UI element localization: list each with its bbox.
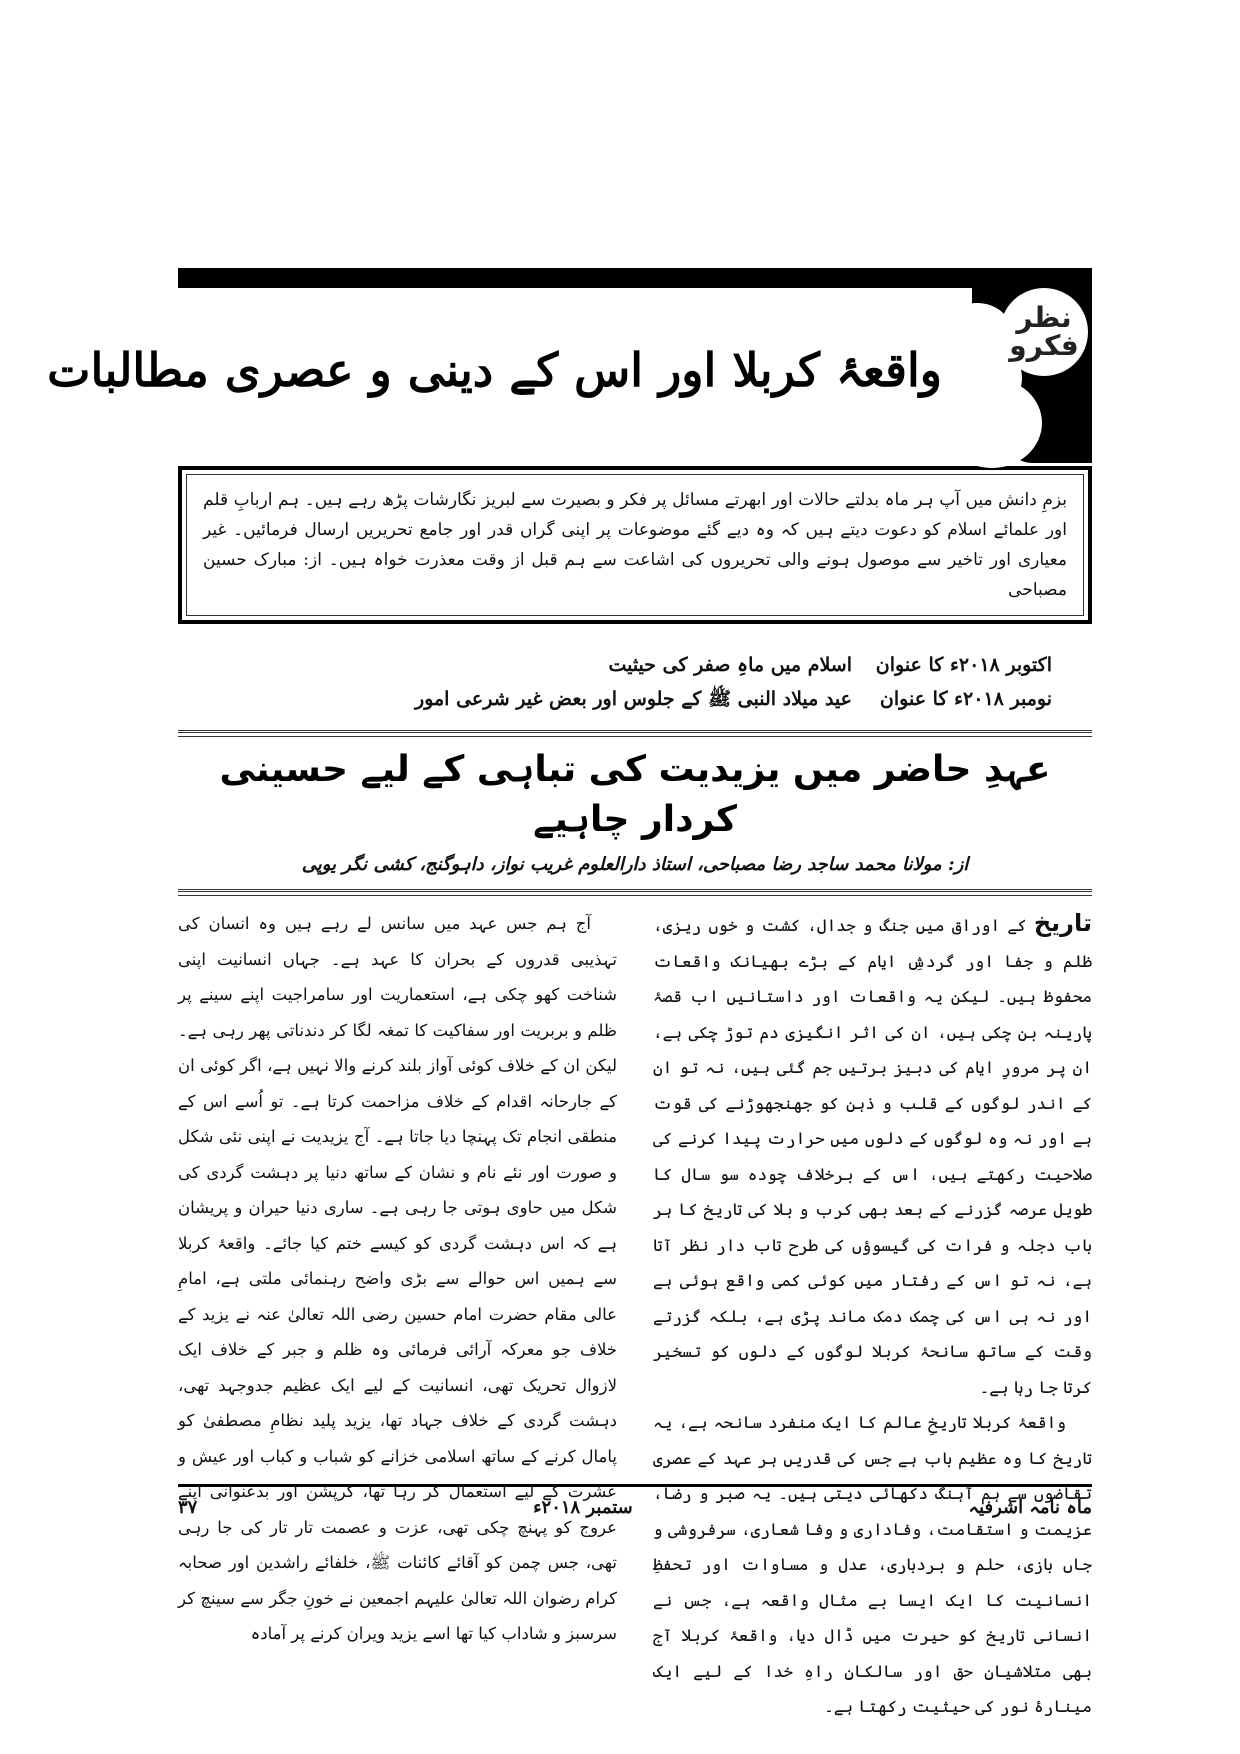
badge-line-1: نظر [1016, 301, 1072, 334]
paragraph-text: کے اوراق میں جنگ و جدال، کشت و خوں ریزی، ظلم و جفا اور گردشِ ایام کے بڑے بھیانک واقعات محفوظ ہیں۔ لیکن یہ واقعات اور داستانیں اب قصۂ پارینہ بن چکی ہیں، ان کی اثر انگیزی دم توڑ چکی ہے، ان پر مرورِ ایام کی دبیز برتیں جم گئی ہیں، نہ تو ان کے اندر لوگوں کے قلب و ذہن کو جھنجھوڑنے کی قوت ہے اور نہ وہ لوگوں کے دلوں میں حرارت پیدا کرنے کی صلاحیت رکھتے ہیں، اس کے برخلاف چودہ سو سال کا طویل عرصہ گزرنے کے بعد بھی کرب و بلا کی تاریخ کا ہر باب دجلہ و فرات کی گیسوؤں کی طرح تاب دار نظر آتا ہے، نہ تو اس کے رفتار میں کوئی کمی واقع ہوئی ہے اور نہ ہی اس کی چمک دمک ماند پڑی ہے، بلکہ گزرتے وقت کے ساتھ سانحۂ کربلا لوگوں کے دلوں کو تسخیر کرتا جا رہا ہے۔ [653, 916, 1092, 1397]
header-banner [47, 268, 1092, 468]
divider [178, 889, 1092, 896]
topic-label: اکتوبر ۲۰۱۸ء کا عنوان [875, 654, 1052, 676]
page-number: ۳۷ [178, 1497, 198, 1518]
topic-row-november [178, 682, 1052, 716]
magazine-name: ماہ نامہ اشرفیہ [968, 1497, 1092, 1518]
page-footer [178, 1484, 1092, 1518]
intro-box [178, 466, 1092, 624]
lead-word: تاریخ [1033, 909, 1092, 937]
cloud-shape [942, 378, 1042, 468]
paragraph [653, 906, 1092, 1405]
badge-line-2: فکرو [1009, 329, 1079, 362]
topic-value: اسلام میں ماہِ صفر کی حیثیت [608, 654, 852, 676]
left-column [178, 906, 617, 1725]
upcoming-topics [178, 648, 1092, 716]
fikr-o-nazar-badge-icon [1000, 288, 1088, 376]
topic-value: عید میلاد النبی ﷺ کے جلوس اور بعض غیر شرعی امور [415, 688, 852, 710]
right-column [653, 906, 1092, 1725]
article-byline: از: مولانا محمد ساجد رضا مصباحی، استاذ دارالعلوم غریب نواز، داہوگنج، کشی نگر یوپی [301, 854, 969, 875]
article-body [178, 906, 1092, 1725]
paragraph: آج ہم جس عہد میں سانس لے رہے ہیں وہ انسان کی تہذیبی قدروں کے بحران کا عہد ہے۔ جہاں انسانیت اپنی شناخت کھو چکی ہے، استعماریت اور سامراجیت اپنے سینے پر ظلم و بربریت اور سفاکیت کا تمغہ لگا کر دندناتی پھر رہی ہے۔ لیکن ان کے خلاف کوئی آواز بلند کرنے والا نہیں ہے، اگر کوئی ان کے جارحانہ اقدام کے خلاف مزاحمت کرتا ہے۔ تو اُسے اس کے منطقی انجام تک پہنچا دیا جاتا ہے۔ آج یزیدیت نے اپنی نئی شکل و صورت اور نئے نام و نشان کے ساتھ دنیا پر دہشت گردی کی شکل میں حاوی ہوتی جا رہی ہے۔ ساری دنیا حیران و پریشان ہے کہ اس دہشت گردی کو کیسے ختم کیا جائے۔ واقعۂ کربلا سے ہمیں اس حوالے سے بڑی واضح رہنمائی ملتی ہے، امامِ عالی مقام حضرت امام حسین رضی اللہ تعالیٰ عنہ نے یزید کے خلاف جو معرکہ آرائی فرمائی وہ ظلم و جبر کے خلاف ایک لازوال تحریک تھی، انسانیت کے لیے ایک عظیم جدوجہد تھی، دہشت گردی کے خلاف جہاد تھا، یزید پلید نظامِ مصطفیٰ کو پامال کرنے کے ساتھ اسلامی خزانے کو شباب و کباب اور عیش و عشرت کے لیے استعمال کر رہا تھا، کرپشن اور بدعنوانی اپنے عروج کو پہنچ چکی تھی، عزت و عصمت تار تار کی جا رہی تھی، جس چمن کو آقائے کائنات ﷺ، خلفائے راشدین اور صحابہ کرام رضوان اللہ تعالیٰ علیہم اجمعین نے خونِ جگر سے سینچ کر سرسبز و شاداب کیا تھا اسے یزید ویران کرنے پر آمادہ [178, 914, 617, 1643]
topic-label: نومبر ۲۰۱۸ء کا عنوان [879, 688, 1052, 710]
header-black-bar [178, 268, 1092, 288]
divider [178, 730, 1092, 737]
paragraph: واقعۂ کربلا تاریخِ عالم کا ایک منفرد سانحہ ہے، یہ تاریخ کا وہ عظیم باب ہے جس کی قدریں ہر عہد کے عصری تقاضوں سے ہم آہنگ دکھائی دیتی ہیں۔ یہ صبر و رضا، عزیمت و استقامت، وفاداری و وفا شعاری، سرفروشی و جاں بازی، حلم و بردباری، عدل و مساوات اور تحفظِ انسانیت کا ایک ایسا بے مثال واقعہ ہے، جس نے انسانی تاریخ کو حیرت میں ڈال دیا، واقعۂ کربلا آج بھی متلاشیانِ حق اور سالکانِ راہِ خدا کے لیے ایک مینارۂ نور کی حیثیت رکھتا ہے۔ [653, 1413, 1092, 1716]
issue-date: ستمبر ۲۰۱۸ء [533, 1497, 633, 1518]
intro-text: بزمِ دانش میں آپ ہر ماہ بدلتے حالات اور ابھرتے مسائل پر فکر و بصیرت سے لبریز نگارشات پڑھ رہے ہیں۔ ہم اربابِ قلم اور علمائے اسلام کو دعوت دیتے ہیں کہ وہ دیے گئے موضوعات پر اپنی گراں قدر اور جامع تحریریں ارسال فرمائیں۔ غیر معیاری اور تاخیر سے موصول ہونے والی تحریروں کی اشاعت سے ہم قبل از وقت معذرت خواہ ہیں۔ از: مبارک حسین مصباحی [186, 474, 1084, 616]
topic-row-october [178, 648, 1052, 682]
article-title: عہدِ حاضر میں یزیدیت کی تباہی کے لیے حسینی کردار چاہیے [219, 749, 1051, 840]
section-title: واقعۂ کربلا اور اس کے دینی و عصری مطالبات [47, 343, 942, 397]
